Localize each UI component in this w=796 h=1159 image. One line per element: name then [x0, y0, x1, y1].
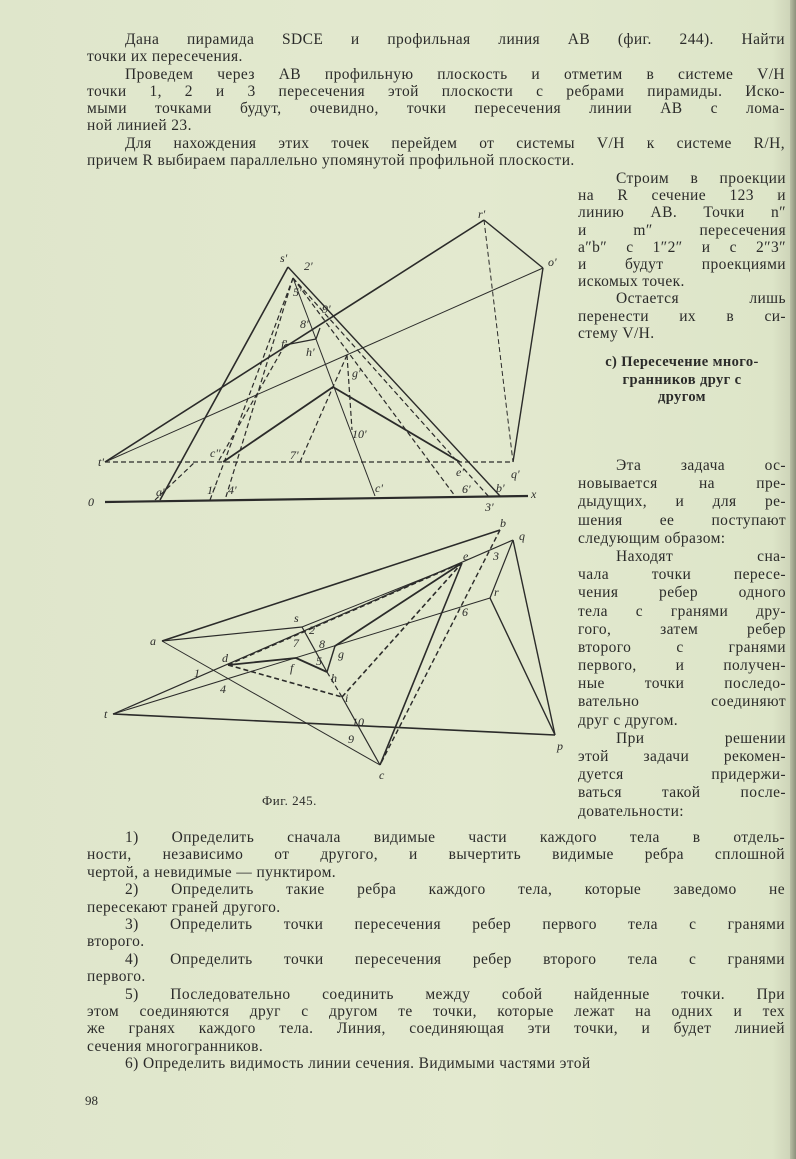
- visible-edge: [105, 496, 528, 502]
- lower-figure-label: 3: [493, 549, 499, 563]
- paragraph-line: a″b″ с 1″2″ и с 2″3″: [578, 238, 786, 256]
- lower-figure-label: c: [379, 768, 385, 782]
- paragraph-line: следующим образом:: [578, 529, 726, 547]
- upper-figure-label: r': [478, 207, 486, 221]
- paragraph-line: перенести их в си-: [578, 307, 786, 325]
- paragraph-line: Находят сна-: [616, 547, 786, 565]
- upper-figure-label: b': [496, 481, 505, 495]
- upper-figure-label: 1': [207, 483, 216, 497]
- heading-line: гранников друг с: [622, 371, 742, 388]
- visible-edge: [296, 658, 327, 672]
- upper-figure-label: 6': [462, 482, 471, 496]
- paragraph-line: точки их пересечения.: [87, 48, 243, 66]
- lower-figure-label: r: [494, 585, 499, 599]
- hidden-edge: [228, 665, 342, 697]
- paragraph-line: Для нахождения этих точек перейдем от системы V/H к системе R/H,: [125, 134, 785, 152]
- visible-edge: [105, 220, 484, 462]
- upper-figure-label: 2': [304, 259, 313, 273]
- step-line: 6) Определить видимость линии сечения. Видимыми частями этой: [125, 1055, 591, 1073]
- visible-edge: [484, 220, 543, 268]
- lower-figure-label: d: [222, 651, 228, 665]
- step-line: 5) Последовательно соединить между собой найденные точки. При: [125, 985, 785, 1003]
- lower-figure-label: 5: [316, 654, 322, 668]
- paragraph-line: ные точки последо-: [578, 675, 786, 693]
- visible-edge: [160, 267, 288, 500]
- lower-figure-label: 9: [348, 732, 354, 746]
- paragraph-line: второго с гранями: [578, 638, 786, 656]
- hidden-edge: [225, 278, 293, 500]
- upper-figure-label: 0: [88, 495, 94, 509]
- step-line: первого.: [87, 968, 146, 986]
- lower-figure-label: 6: [462, 605, 468, 619]
- visible-edge: [316, 328, 320, 339]
- upper-figure-label: f': [281, 337, 287, 351]
- paragraph-line: причем R выбираем параллельно упомянутой профильной плоскости.: [87, 152, 575, 170]
- paragraph-line: Проведем через AB профильную плоскость и отметим в системе V/H: [125, 65, 785, 83]
- paragraph-line: тела с гранями дру-: [578, 602, 786, 620]
- step-line: 1) Определить сначала видимые части каждого тела в отдель-: [125, 829, 785, 846]
- upper-figure-label: t': [98, 455, 104, 469]
- lower-figure-label: i: [345, 691, 349, 705]
- lower-figure-label: a: [150, 634, 156, 648]
- lower-figure-label: e: [463, 549, 469, 563]
- paragraph-line: Остается лишь: [616, 290, 786, 308]
- step-line: ности, независимо от другого, и вычертить видимые ребра сплошной: [87, 846, 785, 864]
- step-line: же гранях каждого тела. Линия, соединяющая эти точки, и будет линией: [87, 1020, 785, 1038]
- paragraph-line: первого, и получен-: [578, 657, 786, 675]
- page-edge-shadow: [790, 0, 796, 1159]
- paragraph-line: искомых точек.: [578, 273, 685, 291]
- paragraph-line: мыми точками будут, очевидно, точки пересечения линии AB с лома-: [87, 100, 785, 118]
- paragraph-line: линию AB. Точки n″: [578, 204, 786, 222]
- lower-figure-label: b: [500, 516, 506, 530]
- upper-figure-label: a': [156, 485, 165, 499]
- paragraph-line: дуется придержи-: [578, 766, 786, 784]
- paragraph-line: дыдущих, и для ре-: [578, 493, 786, 511]
- upper-figure-label: 8': [300, 317, 309, 331]
- visible-edge: [342, 697, 380, 765]
- paragraph-line: ваться такой после-: [578, 784, 786, 802]
- upper-figure-label: 3': [485, 500, 494, 514]
- lower-figure-label: p: [557, 739, 563, 753]
- upper-figure-label: h': [306, 345, 315, 359]
- visible-edge: [490, 598, 555, 735]
- paragraph-line: этой задачи рекомен-: [578, 748, 786, 765]
- upper-figure-label: o': [548, 255, 557, 269]
- lower-figure-label: s: [294, 611, 299, 625]
- paragraph-line: вательно соединяют: [578, 693, 786, 711]
- visible-edge: [513, 540, 555, 735]
- paragraph-line: ной линией 23.: [87, 117, 192, 135]
- upper-figure-label: x: [531, 487, 537, 501]
- hidden-edge: [218, 345, 285, 462]
- step-line: чертой, а невидимые — пунктиром.: [87, 863, 337, 881]
- visible-edge: [327, 646, 335, 672]
- lower-figure-label: f: [290, 661, 294, 675]
- visible-edge: [113, 598, 490, 714]
- step-line: второго.: [87, 933, 145, 951]
- upper-figure-label: 9': [322, 302, 331, 316]
- paragraph-line: Строим в проекции: [616, 170, 786, 187]
- paragraph-line: чения ребер одного: [578, 584, 786, 602]
- figure-labels: [88, 207, 563, 782]
- hidden-edge: [484, 220, 513, 462]
- paragraph-line: шения ее поступают: [578, 511, 786, 529]
- lower-figure-label: 8: [319, 637, 325, 651]
- paragraph-line: и m″ пересечения: [578, 221, 786, 239]
- step-line: 3) Определить точки пересечения ребер первого тела с гранями: [125, 915, 785, 933]
- visible-edge: [333, 387, 460, 462]
- paragraph-line: стему V/H.: [578, 324, 655, 342]
- heading-line: c) Пересечение много-: [605, 354, 759, 370]
- step-line: 2) Определить такие ребра каждого тела, которые заведомо не: [125, 881, 785, 899]
- paragraph-line: и будут проекциями: [578, 255, 786, 273]
- visible-edge: [162, 530, 500, 641]
- lower-figure-label: t: [104, 707, 108, 721]
- heading-line: другом: [658, 389, 706, 406]
- lower-figure-label: q: [519, 529, 525, 543]
- step-line: этом соединяются друг с другом те точки, которые лежат на одних и тех: [87, 1002, 785, 1020]
- upper-figure-label: g': [352, 366, 361, 380]
- paragraph-line: Дана пирамида SDCE и профильная линия AB (фиг. 244). Найти: [125, 31, 785, 48]
- upper-figure-label: 7': [290, 448, 299, 462]
- paragraph-line: друг с другом.: [578, 711, 679, 729]
- upper-figure-label: c'': [210, 446, 221, 460]
- visible-edge: [513, 268, 543, 462]
- hidden-edge: [210, 278, 293, 500]
- lower-figure-label: 10: [352, 715, 364, 729]
- lower-figure-label: 2: [309, 623, 315, 637]
- step-line: пересекают граней другого.: [87, 898, 281, 916]
- paragraph-line: новывается на пре-: [578, 475, 786, 493]
- lower-figure-label: 4: [220, 682, 226, 696]
- paragraph-line: При решении: [616, 729, 786, 747]
- upper-figure-label: 4': [228, 483, 237, 497]
- paragraph-line: точки 1, 2 и 3 пересечения этой плоскости с ребрами пирамиды. Иско-: [87, 82, 785, 100]
- paragraph-line: довательности:: [578, 802, 684, 820]
- paragraph-line: гого, затем ребер: [578, 620, 786, 638]
- lower-figure-label: g: [338, 647, 344, 661]
- upper-figure-label: 5': [293, 285, 302, 299]
- lower-figure-label: 1: [194, 666, 200, 680]
- step-line: сечения многогранников.: [87, 1037, 264, 1055]
- upper-figure-label: s': [280, 251, 288, 265]
- upper-figure-label: e': [456, 465, 464, 479]
- lower-figure-label: h: [331, 671, 337, 685]
- lower-figure-label: 7: [293, 636, 299, 650]
- paragraph-line: на R сечение 123 и: [578, 187, 786, 205]
- step-line: 4) Определить точки пересечения ребер второго тела с гранями: [125, 950, 785, 968]
- visible-edge: [105, 268, 543, 462]
- page-number: 98: [85, 1093, 98, 1108]
- visible-edge: [113, 714, 555, 735]
- hidden-edge: [300, 355, 347, 462]
- upper-figure-label: 10': [352, 427, 367, 441]
- upper-figure-label: c': [375, 481, 383, 495]
- figure-caption: Фиг. 245.: [262, 793, 317, 808]
- hidden-edge: [293, 278, 455, 496]
- paragraph-line: чала точки пересе-: [578, 566, 786, 584]
- paragraph-line: Эта задача ос-: [616, 457, 786, 474]
- upper-figure-label: q': [511, 467, 520, 481]
